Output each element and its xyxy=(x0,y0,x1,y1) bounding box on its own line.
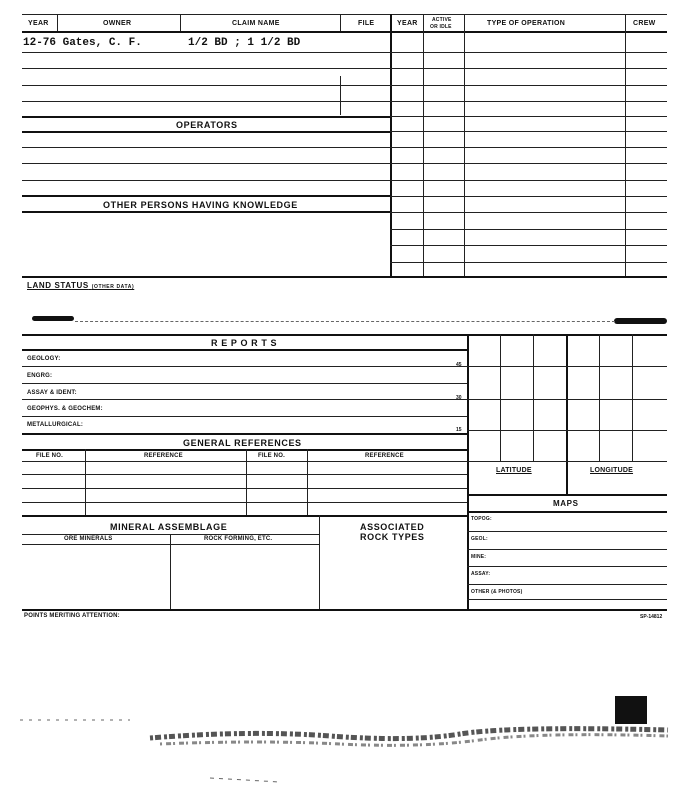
scan-noise-band xyxy=(0,690,678,800)
top-rule xyxy=(22,14,667,15)
scan-streak xyxy=(150,729,668,739)
right-row-line xyxy=(390,101,667,102)
latitude-label: LATITUDE xyxy=(496,467,532,474)
land-status-heading xyxy=(27,281,134,290)
header-divider xyxy=(340,14,341,31)
maps-other: OTHER (& PHOTOS) xyxy=(471,589,523,595)
reports-header-rule xyxy=(22,349,467,351)
gr-col-reference: REFERENCE xyxy=(144,453,183,459)
other-persons-bottom-rule xyxy=(22,211,390,213)
gr-row-line xyxy=(22,474,467,475)
maps-row-line xyxy=(467,549,667,550)
lat-long-divider xyxy=(566,334,568,494)
report-row-line xyxy=(22,383,467,384)
owner-row-line xyxy=(22,85,390,86)
redaction-mark xyxy=(614,318,667,324)
operators-top-rule xyxy=(22,116,390,118)
header-year-2: YEAR xyxy=(397,20,418,27)
bottom-rule xyxy=(22,609,667,611)
gr-row-line xyxy=(22,488,467,489)
header-claim-name: CLAIM NAME xyxy=(232,20,280,27)
operator-row-line xyxy=(22,163,390,164)
right-row-line xyxy=(390,262,667,263)
maps-row-line xyxy=(467,599,667,600)
right-panel-left-border xyxy=(467,334,469,609)
operator-row-line xyxy=(22,180,390,181)
gr-col-file-no-2: FILE NO. xyxy=(258,453,285,459)
report-label-geology: GEOLOGY: xyxy=(27,356,61,362)
grid-row-line xyxy=(467,399,667,400)
gr-col-reference-2: REFERENCE xyxy=(365,453,404,459)
maps-mine: MINE: xyxy=(471,554,487,560)
form-number: SP-14812 xyxy=(640,614,663,620)
land-status-label: LAND STATUS xyxy=(27,281,89,290)
gr-col-file-no: FILE NO. xyxy=(36,453,63,459)
type-crew-divider xyxy=(625,14,626,276)
mineral-assemblage-heading: MINERAL ASSEMBLAGE xyxy=(110,522,228,532)
header-type-of-operation: TYPE OF OPERATION xyxy=(487,20,566,27)
header-owner: OWNER xyxy=(103,20,132,27)
gr-row-line xyxy=(22,502,467,503)
report-label-assay: ASSAY & IDENT: xyxy=(27,390,77,396)
maps-topog: TOPOG: xyxy=(471,516,492,522)
land-status-note: (OTHER DATA) xyxy=(91,284,135,290)
operators-bottom-rule xyxy=(22,131,390,133)
grid-row-line xyxy=(467,461,667,462)
left-right-divider xyxy=(390,14,392,276)
maps-row-line xyxy=(467,531,667,532)
associated-rock-types-2: ROCK TYPES xyxy=(360,532,425,542)
report-num-geology: 45 xyxy=(456,362,462,368)
right-row-line xyxy=(390,68,667,69)
reports-bottom-rule xyxy=(22,433,467,435)
header-divider xyxy=(180,14,181,31)
header-divider xyxy=(57,14,58,31)
right-row-line xyxy=(390,229,667,230)
land-status-dotted-line xyxy=(75,321,615,322)
grid-divider xyxy=(599,334,600,461)
longitude-label: LONGITUDE xyxy=(590,467,634,474)
right-row-line xyxy=(390,116,667,117)
gr-bottom-rule xyxy=(22,515,467,517)
right-row-line xyxy=(390,212,667,213)
operators-heading: OPERATORS xyxy=(176,120,238,130)
scan-streak xyxy=(210,778,280,782)
gr-header-line xyxy=(22,461,467,462)
top-section-bottom-rule xyxy=(22,276,667,278)
operator-row-line xyxy=(22,147,390,148)
owner-row-line xyxy=(22,68,390,69)
ma-col-rock-forming: ROCK FORMING, ETC. xyxy=(204,536,273,542)
header-file: FILE xyxy=(358,20,375,27)
maps-top-rule xyxy=(467,494,667,496)
general-references-heading: GENERAL REFERENCES xyxy=(183,438,302,448)
other-persons-heading: OTHER PERSONS HAVING KNOWLEDGE xyxy=(103,200,298,210)
right-row-line xyxy=(390,163,667,164)
header-crew: CREW xyxy=(633,20,656,27)
grid-divider xyxy=(533,334,534,461)
owner-row-divider xyxy=(340,76,341,115)
right-row-line xyxy=(390,245,667,246)
gr-col-divider xyxy=(307,449,308,515)
report-num-metallurgical: 15 xyxy=(456,427,462,433)
general-references-rule xyxy=(22,449,467,451)
gr-col-divider xyxy=(246,449,247,515)
grid-row-line xyxy=(467,430,667,431)
header-active: ACTIVE xyxy=(432,17,452,23)
scan-block xyxy=(615,696,647,724)
report-row-line xyxy=(22,416,467,417)
report-label-geophys: GEOPHYS. & GEOCHEM: xyxy=(27,406,103,412)
scan-streak xyxy=(160,735,668,746)
points-meriting-attention: POINTS MERITING ATTENTION: xyxy=(24,613,120,619)
maps-row-line xyxy=(467,584,667,585)
active-type-divider xyxy=(464,14,465,276)
gr-col-divider xyxy=(85,449,86,515)
header-year: YEAR xyxy=(28,20,49,27)
maps-heading: MAPS xyxy=(553,499,579,508)
maps-row-line xyxy=(467,566,667,567)
ma-col-ore-minerals: ORE MINERALS xyxy=(64,536,113,542)
maps-assay: ASSAY: xyxy=(471,571,491,577)
ma-col-divider xyxy=(170,534,171,609)
header-or-idle: OR IDLE xyxy=(430,24,452,30)
report-label-metallurgical: METALLURGICAL: xyxy=(27,422,84,428)
year-active-divider xyxy=(423,14,424,276)
other-persons-top-rule xyxy=(22,195,390,197)
claim-name-entry: 1/2 BD ; 1 1/2 BD xyxy=(188,37,301,49)
right-row-line xyxy=(390,196,667,197)
owner-row-line xyxy=(22,101,390,102)
maps-geol: GEOL: xyxy=(471,536,488,542)
right-row-line xyxy=(390,147,667,148)
right-row-line xyxy=(390,85,667,86)
reports-top-rule xyxy=(22,334,667,336)
right-row-line xyxy=(390,180,667,181)
report-row-line xyxy=(22,399,467,400)
right-row-line xyxy=(390,52,667,53)
redaction-mark xyxy=(32,316,74,321)
owner-entry: 12-76 Gates, C. F. xyxy=(23,37,142,49)
ma-assoc-divider xyxy=(319,515,320,609)
reports-heading-text: R E P O R T S xyxy=(211,338,278,348)
report-row-line xyxy=(22,366,467,367)
grid-divider xyxy=(500,334,501,461)
right-row-line xyxy=(390,131,667,132)
maps-header-rule xyxy=(467,511,667,513)
associated-rock-types-1: ASSOCIATED xyxy=(360,522,425,532)
report-label-engrg: ENGRG: xyxy=(27,373,53,379)
header-bottom-rule xyxy=(22,31,667,33)
owner-row-line xyxy=(22,52,390,53)
grid-divider xyxy=(632,334,633,461)
grid-row-line xyxy=(467,366,667,367)
report-num-assay: 30 xyxy=(456,395,462,401)
